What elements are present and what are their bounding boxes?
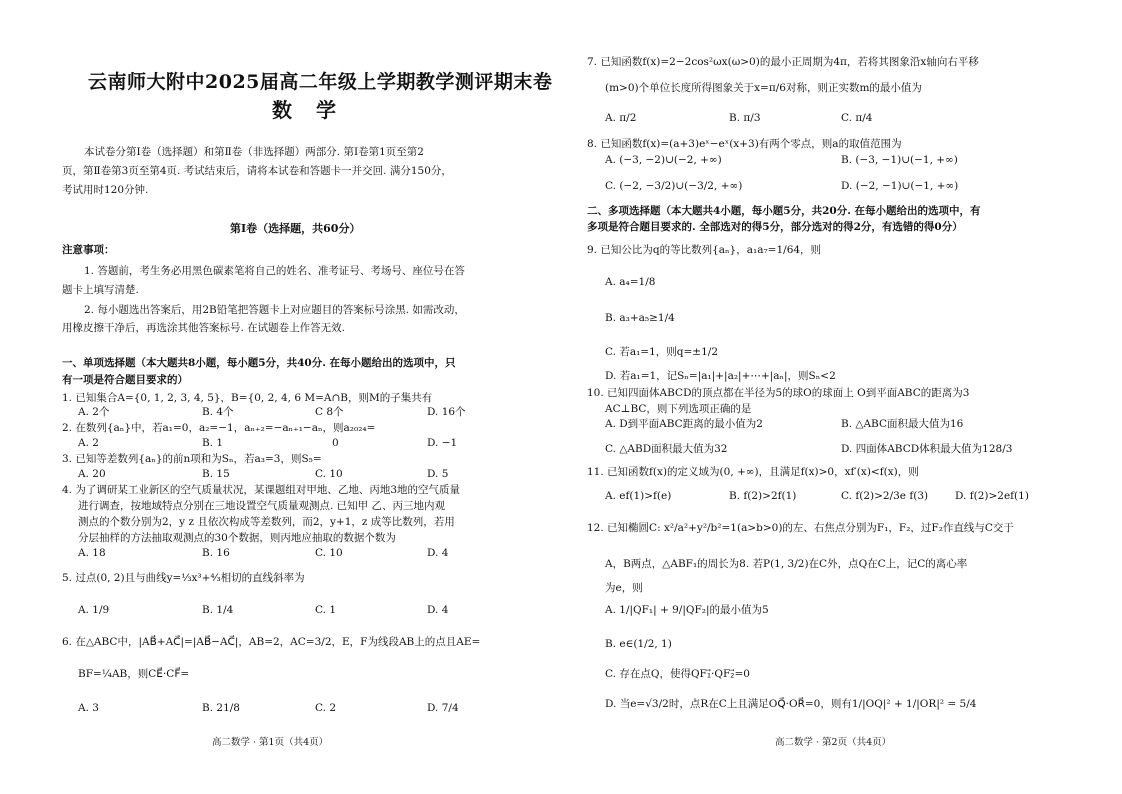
question-7-line-1: 7. 已知函数f(x)=2−2cos²ωx(ω>0)的最小正周期为4π，若将其图象沿x轴向右平移 (587, 56, 979, 68)
q9-option-c: C. 若a₁=1，则q=±1/2 (605, 346, 718, 358)
q9-option-b: B. a₃+a₅≥1/4 (605, 312, 675, 324)
q12-option-b: B. e∈(1/2, 1) (605, 638, 672, 650)
question-6-line-1: 6. 在△ABC中，|AB⃗+AC⃗|=|AB⃗−AC⃗|，AB=2，AC=3/2，E，F为线段AB上的点且AE= (62, 636, 481, 648)
question-8: 8. 已知函数f(x)=(a+3)eˣ−eˣ(x+3)有两个零点，则a的取值范围为 (587, 138, 902, 150)
q2-option-d: D. −1 (427, 437, 458, 449)
q6-option-b: B. 21/8 (202, 702, 240, 714)
q7-option-a: A. π/2 (605, 112, 637, 124)
q4-option-a: A. 18 (78, 547, 106, 559)
exam-subject: 数学 (272, 98, 360, 122)
notice-1a: 1. 答题前，考生务必用黑色碳素笔将自己的姓名、准考证号、考场号、座位号在答 (84, 265, 465, 277)
question-5: 5. 过点(0, 2)且与曲线y=⅓x³+⁴⁄₃相切的直线斜率为 (62, 572, 305, 584)
exam-title: 云南师大附中2025届高二年级上学期教学测评期末卷 (88, 71, 553, 93)
q3-option-a: A. 20 (78, 468, 106, 480)
q5-option-b: B. 1/4 (202, 604, 234, 616)
q7-option-b: B. π/3 (729, 112, 761, 124)
q6-option-a: A. 3 (78, 702, 99, 714)
q12-option-c: C. 存在点Q，使得QF₁⃗·QF₂⃗=0 (605, 668, 750, 680)
q2-option-a: A. 2 (78, 437, 99, 449)
q1-option-c: C 8个 (315, 406, 344, 418)
section-one-line-2: 有一项是符合题目要求的） (62, 374, 188, 386)
question-11: 11. 已知函数f(x)的定义域为(0, +∞)，且满足f(x)>0，xf′(x)<f(x)，则 (587, 466, 919, 478)
q8-option-d: D. (−2, −1)∪(−1, +∞) (841, 180, 959, 192)
question-3: 3. 已知等差数列{aₙ}的前n项和为Sₙ，若a₃=3，则S₅= (62, 453, 322, 465)
q7-option-c: C. π/4 (841, 112, 873, 124)
part-one-heading: 第Ⅰ卷（选择题，共60分） (230, 222, 361, 235)
question-4-line-1: 4. 为了调研某工业新区的空气质量状况，某课题组对甲地、乙地、丙地3地的空气质量 (62, 484, 461, 496)
q11-option-a: A. ef(1)>f(e) (605, 490, 672, 502)
q12-option-a: A. 1/|QF₁| + 9/|QF₂|的最小值为5 (605, 604, 769, 616)
q4-option-b: B. 16 (202, 547, 230, 559)
q11-option-c: C. f(2)>2/3e f(3) (841, 490, 929, 502)
q1-option-b: B. 4个 (202, 406, 234, 418)
notice-title: 注意事项： (62, 244, 115, 256)
q6-option-d: D. 7/4 (427, 702, 459, 714)
q1-option-d: D. 16个 (427, 406, 466, 418)
q8-option-b: B. (−3, −1)∪(−1, +∞) (841, 154, 958, 166)
q10-option-a: A. D到平面ABC距离的最小值为2 (605, 418, 763, 430)
page-footer-left: 高二数学 · 第1页（共4页） (212, 737, 329, 748)
question-2: 2. 在数列{aₙ}中，若a₁=0，a₂=−1，aₙ₊₂=−aₙ₊₁−aₙ，则a₂₀₂₄= (62, 422, 376, 434)
page-right (561, 0, 1122, 794)
question-7-line-2: (m>0)个单位长度所得图象关于x=π/6对称，则正实数m的最小值为 (605, 82, 922, 94)
q8-option-a: A. (−3, −2)∪(−2, +∞) (605, 154, 722, 166)
q12-option-d: D. 当e=√3/2时，点R在C上且满足OQ⃗·OR⃗=0，则有1/|OQ|² + 1/|OR|² = 5/4 (605, 698, 977, 710)
intro-line-2: 页，第Ⅱ卷第3页至第4页. 考试结束后，请将本试卷和答题卡一并交回. 满分150分， (62, 165, 452, 177)
q10-option-c: C. △ABD面积最大值为32 (605, 443, 728, 455)
q10-option-b: B. △ABC面积最大值为16 (841, 418, 964, 430)
section-one-line-1: 一、单项选择题（本大题共8小题，每小题5分，共40分. 在每小题给出的选项中，只 (62, 357, 456, 369)
q5-option-a: A. 1/9 (78, 604, 110, 616)
section-two-line-2: 多项是符合题目要求的. 全部选对的得5分，部分选对的得2分，有选错的得0分） (587, 221, 963, 233)
question-12-line-3: 为e，则 (605, 582, 643, 594)
question-9: 9. 已知公比为q的等比数列{aₙ}，a₁a₇=1/64，则 (587, 244, 822, 256)
q4-option-c: C. 10 (315, 547, 343, 559)
q8-option-c: C. (−2, −3/2)∪(−3/2, +∞) (605, 180, 743, 192)
intro-line-1: 本试卷分第Ⅰ卷（选择题）和第Ⅱ卷（非选择题）两部分. 第Ⅰ卷第1页至第2 (84, 146, 424, 158)
q11-option-b: B. f(2)>2f(1) (729, 490, 797, 502)
q5-option-c: C. 1 (315, 604, 337, 616)
question-6-line-2: BF=¼AB，则CE⃗·CF⃗= (78, 668, 190, 680)
q3-option-d: D. 5 (427, 468, 449, 480)
question-12-line-1: 12. 已知椭圆C: x²/a²+y²/b²=1(a>b>0)的左、右焦点分别为F₁，F₂，过F₂作直线与C交于 (587, 522, 1014, 534)
q4-option-d: D. 4 (427, 547, 449, 559)
question-10-line-2: AC⊥BC，则下列选项正确的是 (605, 403, 752, 415)
question-1: 1. 已知集合A={0, 1, 2, 3, 4, 5}，B={0, 2, 4, 6 M=A∩B，则M的子集共有 (62, 392, 433, 404)
q3-option-c: C. 10 (315, 468, 343, 480)
q3-option-b: B. 15 (202, 468, 230, 480)
notice-2b: 用橡皮擦干净后，再选涂其他答案标号. 在试题卷上作答无效. (62, 322, 346, 334)
notice-1b: 题卡上填写清楚. (62, 284, 139, 296)
question-4-line-4: 分层抽样的方法抽取观测点的30个数据，则丙地应抽取的数据个数为 (78, 532, 396, 544)
q10-option-d: D. 四面体ABCD体积最大值为128/3 (841, 443, 1013, 455)
question-12-line-2: A，B两点，△ABF₁的周长为8. 若P(1, 3/2)在C外，点Q在C上，记C的离心率 (605, 558, 968, 570)
q9-option-d: D. 若a₁=1，记Sₙ=|a₁|+|a₂|+⋯+|aₙ|，则Sₙ<2 (605, 370, 836, 382)
q1-option-a: A. 2个 (78, 406, 110, 418)
q2-option-b: B. 1 (202, 437, 224, 449)
notice-2a: 2. 每小题选出答案后，用2B铅笔把答题卡上对应题目的答案标号涂黑. 如需改动， (84, 304, 465, 316)
question-10-line-1: 10. 已知四面体ABCD的顶点都在半径为5的球O的球面上 O到平面ABC的距离为3 (587, 387, 970, 399)
question-4-line-3: 测点的个数分别为2，y z 且依次构成等差数列，而2，y+1，z 成等比数列，若用 (78, 516, 455, 528)
q9-option-a: A. a₄=1/8 (605, 276, 656, 288)
q11-option-d: D. f(2)>2ef(1) (955, 490, 1029, 502)
q5-option-d: D. 4 (427, 604, 449, 616)
q6-option-c: C. 2 (315, 702, 337, 714)
page-footer-right: 高二数学 · 第2页（共4页） (775, 737, 892, 748)
question-4-line-2: 进行调查，按地域特点分别在三地设置空气质量观测点. 已知甲 乙、丙三地内观 (78, 500, 446, 512)
intro-line-3: 考试用时120分钟. (62, 184, 149, 196)
section-two-line-1: 二、多项选择题（本大题共4小题，每小题5分，共20分. 在每小题给出的选项中，有 (587, 205, 981, 217)
q2-option-c: 0 (332, 437, 339, 449)
